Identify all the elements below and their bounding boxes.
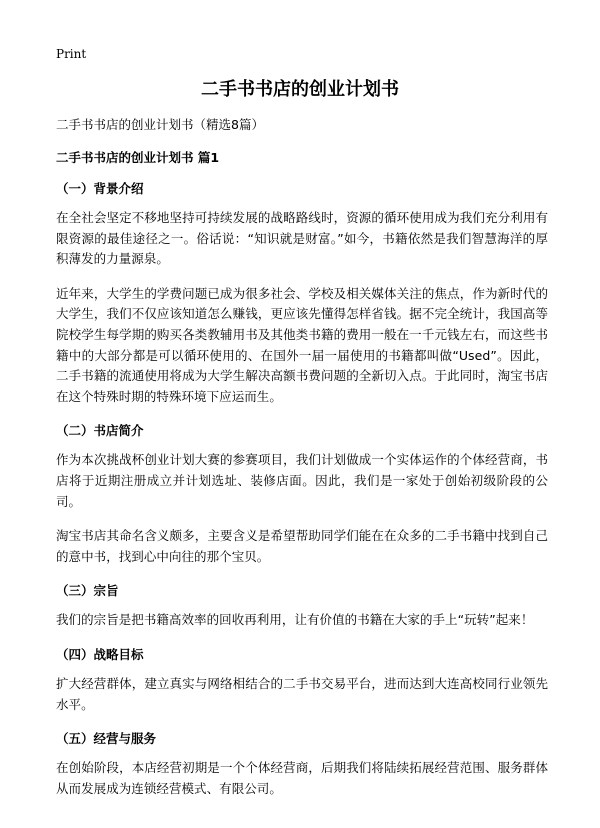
paragraph: 近年来，大学生的学费问题已成为很多社会、学校及相关媒体关注的焦点，作为新时代的大学生，我们不仅应该知道怎么赚钱，更应该先懂得怎样省钱。据不完全统计，我国高等院校学生每学期的购买各类教辅用书及其他类书籍的费用一般在一千元钱左右，而这些书籍中的大部分都是可以循环使用的、在国外一届一届使用的书籍都叫做“Used”。因此，二手书籍的流通使用将成为大学生解决高额书费问题的全新切入点。于此同时，淘宝书店在这个特殊时期的特殊环境下应运而生。 xyxy=(56,285,548,404)
section-strategy xyxy=(56,645,548,715)
document-body xyxy=(56,115,548,813)
document-subtitle: 二手书书店的创业计划书（精选8篇） xyxy=(56,117,264,132)
paragraph: 在全社会坚定不移地坚持可持续发展的战略路线时，资源的循环使用成为我们充分利用有限资源的最佳途径之一。俗话说：“知识就是财富。”如今，书籍依然是我们智慧海洋的厚积薄发的力量源泉。 xyxy=(56,210,548,267)
paragraph: 扩大经营群体，建立真实与网络相结合的二手书交易平台，进而达到大连高校同行业领先水平。 xyxy=(56,675,548,712)
section-operations xyxy=(56,729,548,799)
section-purpose xyxy=(56,581,548,631)
section-heading: （三）宗旨 xyxy=(56,583,119,599)
paragraph: 我们的宗旨是把书籍高效率的回收再利用，让有价值的书籍在大家的手上“玩转”起来！ xyxy=(56,612,534,628)
section-heading: （五）经营与服务 xyxy=(56,731,157,747)
section-background xyxy=(56,179,548,407)
print-link[interactable]: Print xyxy=(56,47,87,61)
document-title: 二手书书店的创业计划书 xyxy=(201,79,399,100)
section-store-intro xyxy=(56,421,548,567)
chapter-title: 二手书书店的创业计划书 篇1 xyxy=(56,150,220,165)
paragraph: 在创始阶段，本店经营初期是一个个体经营商，后期我们将陆续拓展经营范围、服务群体从而发展成为连锁经营模式、有限公司。 xyxy=(56,760,548,796)
paragraph: 作为本次挑战杯创业计划大赛的参赛项目，我们计划做成一个实体运作的个体经营商，书店将于近期注册成立并计划选址、装修店面。因此，我们是一家处于创始初级阶段的公司。 xyxy=(56,452,548,509)
section-heading: （二）书店简介 xyxy=(56,423,144,439)
paragraph: 淘宝书店其命名含义颇多，主要含义是希望帮助同学们能在在众多的二手书籍中找到自己的意中书，找到心中向往的那个宝贝。 xyxy=(56,528,548,564)
section-heading: （一）背景介绍 xyxy=(56,181,144,196)
section-heading: （四）战略目标 xyxy=(56,646,144,662)
